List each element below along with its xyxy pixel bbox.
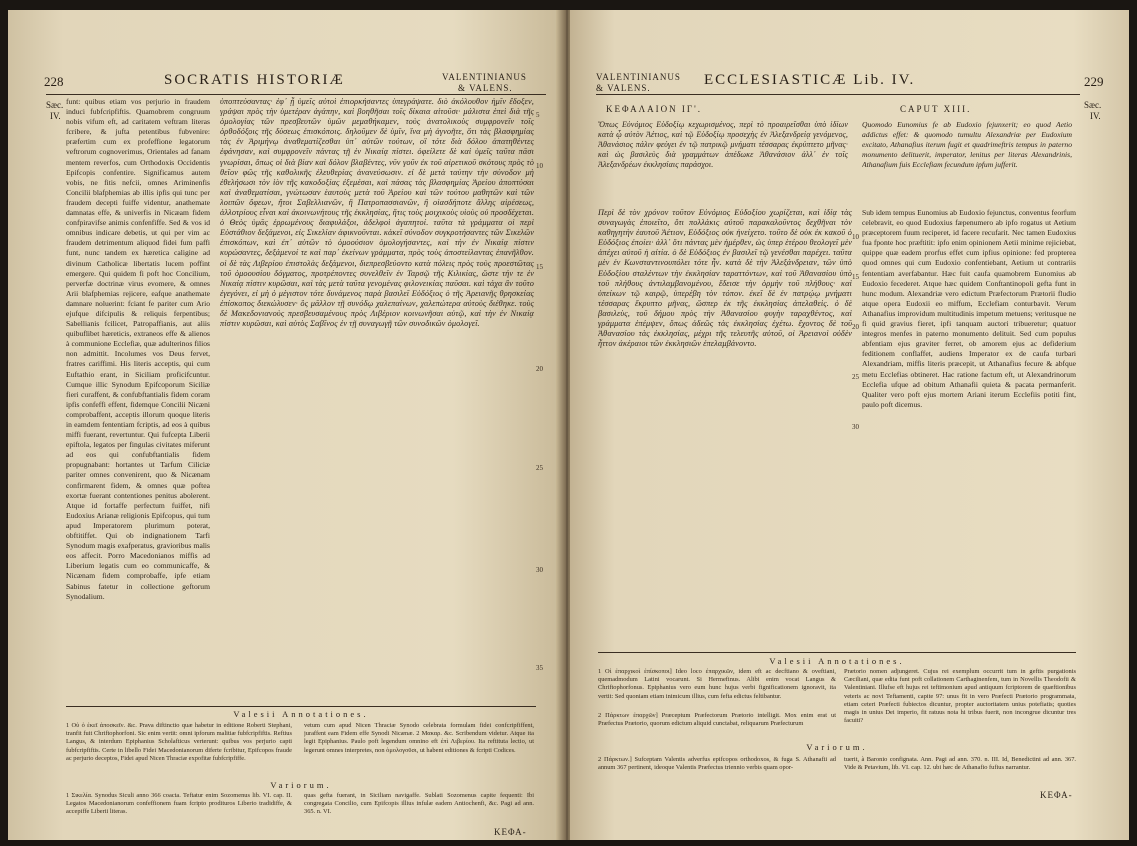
left-page-number: 228	[44, 74, 64, 89]
right-notes-title: Valesii Annotationes.	[769, 656, 905, 666]
left-greek-text: ὑποπτεύσαντας· ἐφ᾽ ᾗ ὑμεῖς αὐτοὶ ἐπιορκήσαντες ὑπεγράψατε. διὸ ἀκόλουθον ἡμῖν ἔδοξεν, γράψαι πρὸς τὴν ὑμετέραν ἀγάπην, καὶ βοηθῆσαι τοῖς δίκαια αἰτοῦσι· μάλιστα ἐπεὶ διὰ τῆς ὁμολογίας τῶν πρεσβευτῶν ὑμῶν μεμαθήκαμεν, τοὺς ἀνατολικοὺς συμφρονεῖν τοῖς ὀρθοδόξοις τῆς δύσεως ἐπισκόποις. δηλοῦμεν δὲ ὑμῖν, ἵνα μὴ ἀγνοῆτε, ὅτι τὰς βλασφημίας τὰς ἐν Ἀριμήνῳ ἀναθεματίζεσθαι ὑπ᾽ αὐτῶν τούτων, οἳ τότε διὰ δόλου ἀπατηθέντες ἐφάνησαν, καὶ συμφρονεῖν πάντας τῇ ἐν Νικαίᾳ πίστει. ὀφείλετε δὲ καὶ ὑμεῖς ταῦτα πᾶσι γνωρίσαι, ὅπως οἱ διὰ βίαν καὶ δόλον βλαβέντες, νῦν γοῦν ἐκ τοῦ αἱρετικοῦ σκότους πρὸς τὸ θεῖον φῶς τῆς καθολικῆς ἐλευθερίας ἀνανεύσωσιν. εἰ δὲ μετὰ ταύτην τὴν σύνοδον μὴ ἐθελήσωσι τὸν ἰὸν τῆς κακοδοξίας ἐξεμέσαι, καὶ πάσας τὰς βλασφημίας Ἀρείου ἀποπτύσαι καὶ ἀναθεματίσαι, γνώτωσαν ἑαυτοὺς μετὰ τοῦ Ἀρείου καὶ τῶν τούτου μαθητῶν καὶ τῶν λοιπῶν ὄφεων, ἤτοι Σαβελλιανῶν, ἢ Πατροπασσιανῶν, ἢ οἱασδήποτε ἄλλης αἱρέσεως, ἀλλοτρίους εἶναι καὶ ἀκοινωνήτους τῆς ἐκκλησίας, ἥτις τοὺς μοιχικοὺς υἱοὺς οὐ προσδέχεται. ὁ Θεὸς ὑμᾶς ἐρρωμένους διαφυλάξοι, ἀδελφοὶ ἀγαπητοί. ταῦτα τὰ γράμματα οἱ περὶ Εὐστάθιον δεξάμενοι, εἰς Σικελίαν ἀφικνοῦνται. κἀκεῖ σύνοδον συγκροτήσαντες τῶν Σικελῶν ἐπισκόπων, καὶ ἐπ᾽ αὐτῶν τὸ ὁμοούσιον ὁμολογήσαντες, καὶ τὴν ἐν Νικαίᾳ πίστιν κυρώσαντες, δεξάμενοί τε καὶ παρ᾽ ἐκείνων γράμματα, πρὸς τοὺς ἀποστείλαντας ἐπανῆλθον. οἱ δὲ τὰς Λιβερίου ἐπιστολὰς δεξάμενοι, διεπρεσβεύοντο κατὰ πόλεις πρὸς τοὺς προεστῶτας τοῦ ὁμοουσίου δόγματος, προτρέποντες συνελθεῖν ἐν Ταρσῷ τῆς Κιλικίας, ὥστε τήν τε ἐν Νικαίᾳ πίστιν κυρῶσαι, καὶ τὰς μετὰ ταῦτα γενομένας φιλονεικίας παῦσαι. καὶ τάχα ἂν τοῦτο ἐγεγόνει, εἰ μὴ ὁ μέγιστον τότε δυνάμενος παρὰ βασιλεῖ Εὐδόξιος ὁ τῆς Ἀρειανῆς θρησκείας ἐπίσκοπος διεκώλυσεν· ὃς μᾶλλον τῇ συνόδῳ χαλεπαίνων, χαλεπώτερα αὐτοὺς διέθηκε. τοὺς δὲ Μακεδονιανοὺς πρεσβευσαμένους πρὸς Λιβέριον κοινωνῆσαι αὐτῷ, καὶ τὴν ἐν Νικαίᾳ πίστιν κυρῶσαι, καὶ αὐτὸς Σαβῖνος ἐν τῇ συναγωγῇ τῶν συνοδικῶν ὁμολογεῖ.	[220, 97, 534, 329]
line-number: 10	[536, 162, 543, 170]
left-notes-col2: vetum cum apud Nicen Thraciæ Synodo celebrata formulam fidei confcripfiffent, juraffent eam Fidem effe Synodi Nicænæ. 2 Μακαρ. &c. Scribendum videtur. Atque ita legit Epiphanius. Paulo poft legendum omnino eft ἐπὶ Λιβερίου. Ita reftituta lectio, ut legerunt omnes interpretes, non ὁμολογοῦσι, ut habent editiones & fcripti Codices.	[304, 722, 534, 754]
left-catchword: ΚΕΦΑ-	[494, 827, 527, 837]
right-notes-rule	[598, 652, 1076, 653]
right-greek-body	[598, 208, 852, 648]
greek-chapter-title: ΚΕΦΑΛΑΙΟΝ ΙΓ'.	[606, 104, 702, 114]
greek-summary-text: Ὅπως Εὐνόμιος Εὐδοξίῳ κεχωρισμένος, περὶ τὸ προαιρεῖσθαι ὑπὸ ἰδίων κατὰ ᾧ αὐτὸν Ἀέτιος, καὶ τῷ Εὐδοξίῳ προσεχὴς ἐν Ἀλεξανδρείᾳ γενόμενος, Ἀθανάσιος πάλιν φεύγει ἐν τῷ πατρικῷ μνήματι τέσσαρας ἐκρύπτετο μῆνας· καὶ ὡς βασιλεὺς διὰ γραμμάτων ἀπέδωκε Ἀθανάσιον ἀλλ᾽ ἐν τοῖς Ἀλεξανδρέων ἐκκλησίαις παράσχοι.	[598, 120, 848, 170]
right-running-head-sub-top: VALENTINIANUS	[596, 72, 681, 82]
line-number: 30	[852, 423, 859, 431]
left-variorum-col1: 1 Σικελία. Synodus Siculi anno 366 coacta. Teftatur enim Sozomenus lib. VI. cap. II. Legatos Macedonianorum confeffionem fuam fcripto prodituros Liberio tradidiffe, & accepiffe Liberii literas.	[66, 792, 292, 816]
book-spread	[8, 10, 1129, 840]
line-number: 15	[536, 263, 543, 271]
left-page	[8, 10, 564, 840]
latin-chapter-summary	[862, 120, 1072, 202]
right-greek-text: Περὶ δὲ τὸν χρόνον τοῦτον Εὐνόμιος Εὐδοξίου χωρίζεται, καὶ ἰδίᾳ τὰς συναγωγὰς ἐποιεῖτο, ὅτι πολλάκις αὐτοῦ παρακαλοῦντος δεχθῆναι τὸν καθηγητὴν ἑαυτοῦ Ἀέτιον, Εὐδόξιος οὐκ ἠνείχετο. τοῦτο δὲ οὐκ ἐκ κακοῦ ὁ Εὐδόξιος ἐποίει· ἀλλ᾽ ὅτι πάντας μὲν ἠμέρθεν, ὡς ὑπερ ἑτέρου θεολογεῖ μὲν ἀπέχει αὐτοῦ ἡ αἰτία. ὁ δὲ Εὐδόξιος ἐν βασιλεῖ τῷ γενέσθαι παρέχει. ταῦτα μὲν ἐν Κωνσταντινουπόλει τότε ἦν. κατὰ δὲ τὴν Ἀλεξάνδρειαν, τῶν ὑπὸ Εὐδοξίου σταλέντων τὴν ἐκκλησίαν ταραττόντων, καὶ τοῦ Ἀθανασίου ὑπὸ τοῦ πλήθους ἀντιλαμβανομένου, ἔδεισε τὴν ὁρμὴν τοῦ πλήθους· καὶ ὑπείκων τῷ καιρῷ, ὑπερέβη τὸν τόπον. ἐκεῖ δὲ ἐν πατρῴῳ μνήματι τέσσαρας ἔκρυπτο μῆνας, ὥσπερ ἐκ τῆς ἐκκλησίας ἀπελαθεὶς. ὁ δὲ βασιλεὺς, τοῦ δήμου πρὸς τὴν Ἀθανασίου φυγὴν ταραχθέντος, καὶ γράμματα ἐπέμψεν, ὅπως ἀδεῶς τὰς ἐκκλησίας ἐχέτω. ἔχοντος δὲ τοῦ Ἀθανασίου τὰς ἐκκλησίας, μέχρι τῆς τελευτῆς αὐτοῦ, οἱ Ἀρειανοὶ οὐδὲν ἧττον ἀκέραιοι τῶν ἐκκλησιῶν ἐπελαμβάνοντο.	[598, 208, 852, 349]
line-number: 25	[852, 373, 859, 381]
right-latin-text: Sub idem tempus Eunomius ab Eudoxio fejunctus, conventus feorfum celebravit, eo quod Eudoxius fæpenumero ab ipfo rogatus ut Aetium præceptorem fuum reciperet, id facere recufarit. Nec tamen Eudoxius fua fponte hoc præftitit: ipfo enim opinionem Aetii minime rejiciebat, quippe quæ eadem prorfus effet cum ipfius opinione: fed propterea quod omnes qui cum Eudoxio confentiebant, Aetium ut contrariis fententiam averfabantur. Hæc fuit caufa quamobrem Eunomius ab Eudoxio fecederet. Atque hæc quidem Conftantinopoli gefta funt in hunc modum. Alexandriæ vero edictum Præfectorum Prætorii fludio atque opera Eudoxii eo miffum, Ecclefiam conturbavit. Verum Athanafius improvidum multitudinis impetum metuens; veritusque ne fi quid gravius fieret, ipfi tanquam auctori tribueretur; quatuor integros menfes in paterno monumento delituit. Sed cum populus abfentiam ejus graviter ferret, ob amorem ejus ac defiderium feditionem conflaffet, audiens Imperator ex de caufa turbari Alexandriam, miffis literis præcepit, ut Athanafius fecure & abfque metu Ecclefias obtineret. Hac ratione factum eft, ut Alexandrinorum Ecclefia ufque ad obitum Athanafii quieta & pacata permanferit. Qualiter vero poft ejus mortem Ariani iterum Ecclefiis potiti fint, paulo poft dicemus.	[862, 208, 1076, 409]
left-latin-text: funt: quibus etiam vos perjurio in fraudem induci fubfcripfiftis. Quamobrem congruum nobis vifum eft, ad caritatem veftram literas fcribere, & jufta petentibus fubvenire: præfertim cum ex profeffione legatorum veftrorum cognoverimus, Orientales ad fanam mentem reverfos, cum Orthodoxis Occidentis Epifcopis confentire. Significamus autem vobis, ne fitis nefcii, omnes Ariminenfis Concilii blafphemias ab illis ipfis qui tunc per fraudem decepti fuiffe videntur, anathemate damnatas effe, & univerfis in Nicæam fidem confpiravifse animis confenfiffe. Sed & vos id omnibus indicare debetis, ut qui per vim ac fraudem detrimentum aliquod fidei fum paffi funt, nunc tandem ex hæretica caligine ad divinum Catholicæ libertatis lucem poffint emergere. Qui quidem fi poft hoc Concilium, perverfæ doctrinæ virus evomere, & omnes Arii blafphemias rejicere, eafque anathemate damnare noluerint: fciant fe pariter cum Ario ejufque difcipulis & reliquis ferpentibus; Sabellianis fcilicet, Patropaffianis, aut aliis quibuflibet hæreticis, extraneos effe & alienos à communione Ecclefiæ, quæ adulterinos filios non admittit. Incolumes vos Deus fervet, fratres cariffimi. His literis acceptis, qui cum Euftathio erant, in Siciliam proficifcuntur. Cumque illic Synodum Epifcoporum Siciliæ fieri curaffent, & confubftantialis fidem coram ipfis confeffi effent, fidemque Concilii Nicæni comprobaffent, acceptis illorum quoque literis in eamdem fententiam fcriptis, ad eos à quibus miffi fuerant, revertuntur. Qui fufcepta Liberii epiftola, legatos per fingulas civitates miferunt ad eos qui confubftantialis fidem propugnabant: hortantes ut Tarfum Ciliciæ pariter omnes convenirent, quo & Nicænam confirmarent fidem, & omnes quæ poftea exortæ fuerant contentiones penitus abolerent. Atque id fortaffe perfectum fuiffet, nifi Eudoxius Arianæ religionis Epifcopus, qui tum apud Imperatorem plurimum poterat, obftitiffet. Qui ob indignationem Tarfi Synodum magis exafperatus, gravioribus malis eos affecit. Porro Macedonianos miffis ad Liberium legatis cum eo communicaffe, & Nicænam fidem comprobaffe, ipfe etiam Sabinus fatetur in collectione geftorum Synodalium.	[66, 97, 210, 601]
left-running-head-sub-bottom: & VALENS.	[458, 83, 513, 93]
right-head-rule	[596, 94, 1080, 95]
left-margin-num: IV.	[50, 111, 61, 121]
left-head-rule	[46, 94, 546, 95]
left-notes-title: Valesii Annotationes.	[233, 709, 369, 719]
line-number: 10	[852, 233, 859, 241]
left-variorum-title: Variorum.	[270, 780, 332, 790]
line-number: 30	[536, 566, 543, 574]
right-page	[570, 10, 1129, 840]
left-notes-col1: 1 Οὐ ὁ ἐκεῖ ἀποσκεῖν. &c. Prava diftinctio quæ habetur in editione Roberti Stephani, tranfit fuit Chriftophorfoni. Sic enim vertit: omni ipforum malitiæ fubfcripfiftis. Reftius Langus, & interdum Epiphanius Scholafticus verterunt: quibus vos perjurio capti fubfcripfiftis. Certe in libello Fidei Macedonianorum diferte fcribitur, Epifcopos fraude ac perjurio deceptos, Fidei apud Nicen Thraciæ expofitæ fubfcripfiffe.	[66, 722, 292, 762]
right-latin-body	[862, 208, 1076, 648]
right-notes-col1: 1 Οἱ ἐπαρχικοὶ ἐπίσκοποι] Ideo loco ἐπαρχικῶν, idem eft ac decftiano & oveftiani, quemadmodum Latini vocarunt. Si Hermefinus. Alibi enim vocat Langus & Chriftophorfonus. Epiphanius vero eum hunc hujus verbi fignificationem ignoravit, ita vertit: Sed quoniam etiam inimicum illius, cum fefta edictus feltibantur.	[598, 668, 836, 700]
left-margin-sec: Sæc.	[46, 100, 64, 110]
left-variorum-col2: quas gefta fuerant, in Siciliam navigaffe. Sublati Sozomenus capite fequenti: Ibi congregata Concilio, cum Epifcopis illius infulæ eadem Antiochenfi, &c. Pagi ad ann. 365. n. VI.	[304, 792, 534, 816]
right-catchword: ΚΕΦΑ-	[1040, 790, 1073, 800]
right-margin-sec: Sæc.	[1084, 100, 1102, 110]
left-running-head-sub-top: VALENTINIANUS	[442, 72, 527, 82]
latin-chapter-title: CAPUT XIII.	[900, 104, 972, 114]
line-number: 35	[536, 664, 543, 672]
right-notes-col2: Prætorio nomen adjungeret. Cujus rei exemplum occurrit tum in geftis purgationis Cæciliani, quæ edita funt poft collationem Carthaginenfem, tum in Novellis Theodofii & Valentiniani. Illufse eft hujus rei teftimonium apud antiquum fcriptorem de quæftionibus veteris ac novi Teftamenti, capite 97: unus fit in vero Præfecti Prætorio programmata, etiam ceteri Præfecti fubiectos dicuntur, propter auctoritatem unius potefiatis; quoties magis in unius Dei imperio, fit ratuus nota hi tribus fuerit, non incongrue dicuntur tres facuiti?	[844, 668, 1076, 725]
line-number: 15	[852, 273, 859, 281]
latin-summary-text: Quomodo Eunomius fe ab Eudoxio fejunxerit; eo quod Aetio addictus effet: & quomodo tumultu Alexandriæ per Eudoxium excitato, Athanafius iterum fugit et quadrimeftris tempus in paterno monumento delituerit, imperator, lenitus per literas Alexandrinis, Athanafium fuis Ecclefiam fecundum ipfum jufferit.	[862, 120, 1072, 170]
line-number: 20	[852, 323, 859, 331]
line-number: 25	[536, 464, 543, 472]
right-running-head: ECCLESIASTICÆ Lib. IV.	[704, 72, 916, 88]
right-notes-col1-part2: 2 Πάρκτων ἐπαρχῶν] Præceptum Præfectorum Prætorio intelligit. Mox enim erat ut Præfectus Prætorio, quorum edictum aliquid cunctabat, reliquarum Præfecturum	[598, 712, 836, 728]
right-variorum-col1: 2 Πάρκτων.] Sufceptam Valentis adverfus epifcopos orthodoxos, & fuga S. Athanafii ad annum 367 pertinent, ideoque Valentis Præfectus triennio verbis quam opor-	[598, 756, 836, 772]
left-latin-column	[66, 97, 210, 703]
greek-chapter-summary	[598, 120, 848, 202]
right-margin-num: IV.	[1090, 111, 1101, 121]
left-running-head: SOCRATIS HISTORIÆ	[164, 72, 345, 88]
left-greek-column	[220, 97, 534, 703]
left-notes-rule	[66, 706, 536, 707]
line-number: 5	[536, 111, 540, 119]
right-variorum-title: Variorum.	[806, 742, 868, 752]
right-page-number: 229	[1084, 74, 1104, 89]
line-number: 20	[536, 365, 543, 373]
right-variorum-col2: tuerit, à Baronio confignata. Ann. Pagi ad ann. 370. n. III. Id, Benedictini ad ann. 367. Vide & Petavium, lib. VI. cap. 12. ubi hæc de Athanafio fufius narrantur.	[844, 756, 1076, 772]
right-running-head-sub-bottom: & VALENS.	[596, 83, 651, 93]
